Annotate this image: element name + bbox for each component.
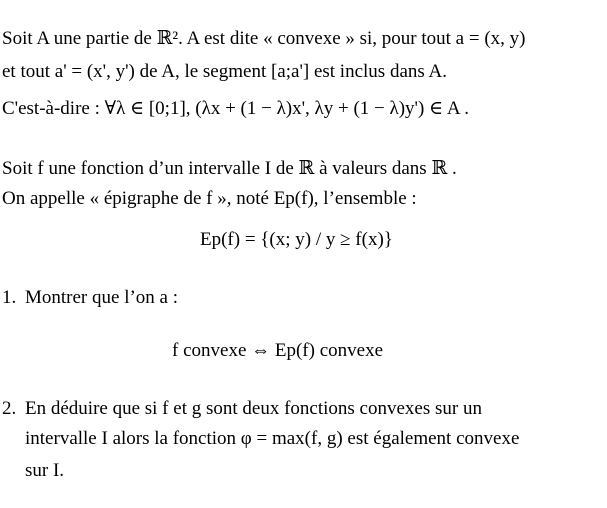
definition-line-2: et tout a' = (x', y') de A, le segment [a;a'] est inclus dans A. [2, 61, 447, 82]
question-2-line-3: sur I. [25, 460, 65, 481]
epigraph-formula: Ep(f) = {(x; y) / y ≥ f(x)} [200, 229, 393, 250]
epigraph-line-1: Soit f une fonction d’un intervalle I de ℝ à valeurs dans ℝ . [2, 158, 457, 179]
question-1-formula: f convexe ⇔ Ep(f) convexe [172, 340, 384, 361]
question-2-line-1: En déduire que si f et g sont deux fonctions convexes sur un [25, 398, 482, 419]
question-1-number: 1. [2, 287, 17, 308]
question-1-text: Montrer que l’on a : [25, 287, 179, 308]
question-2-line-2: intervalle I alors la fonction φ = max(f, g) est également convexe [25, 428, 520, 449]
definition-line-1: Soit A une partie de ℝ². A est dite « convexe » si, pour tout a = (x, y) [2, 28, 526, 49]
definition-line-3: C'est-à-dire : ∀λ ∈ [0;1], (λx + (1 − λ)x', λy + (1 − λ)y') ∈ A . [2, 98, 469, 119]
epigraph-line-2: On appelle « épigraphe de f », noté Ep(f), l’ensemble : [2, 188, 417, 209]
question-2-number: 2. [2, 398, 17, 419]
